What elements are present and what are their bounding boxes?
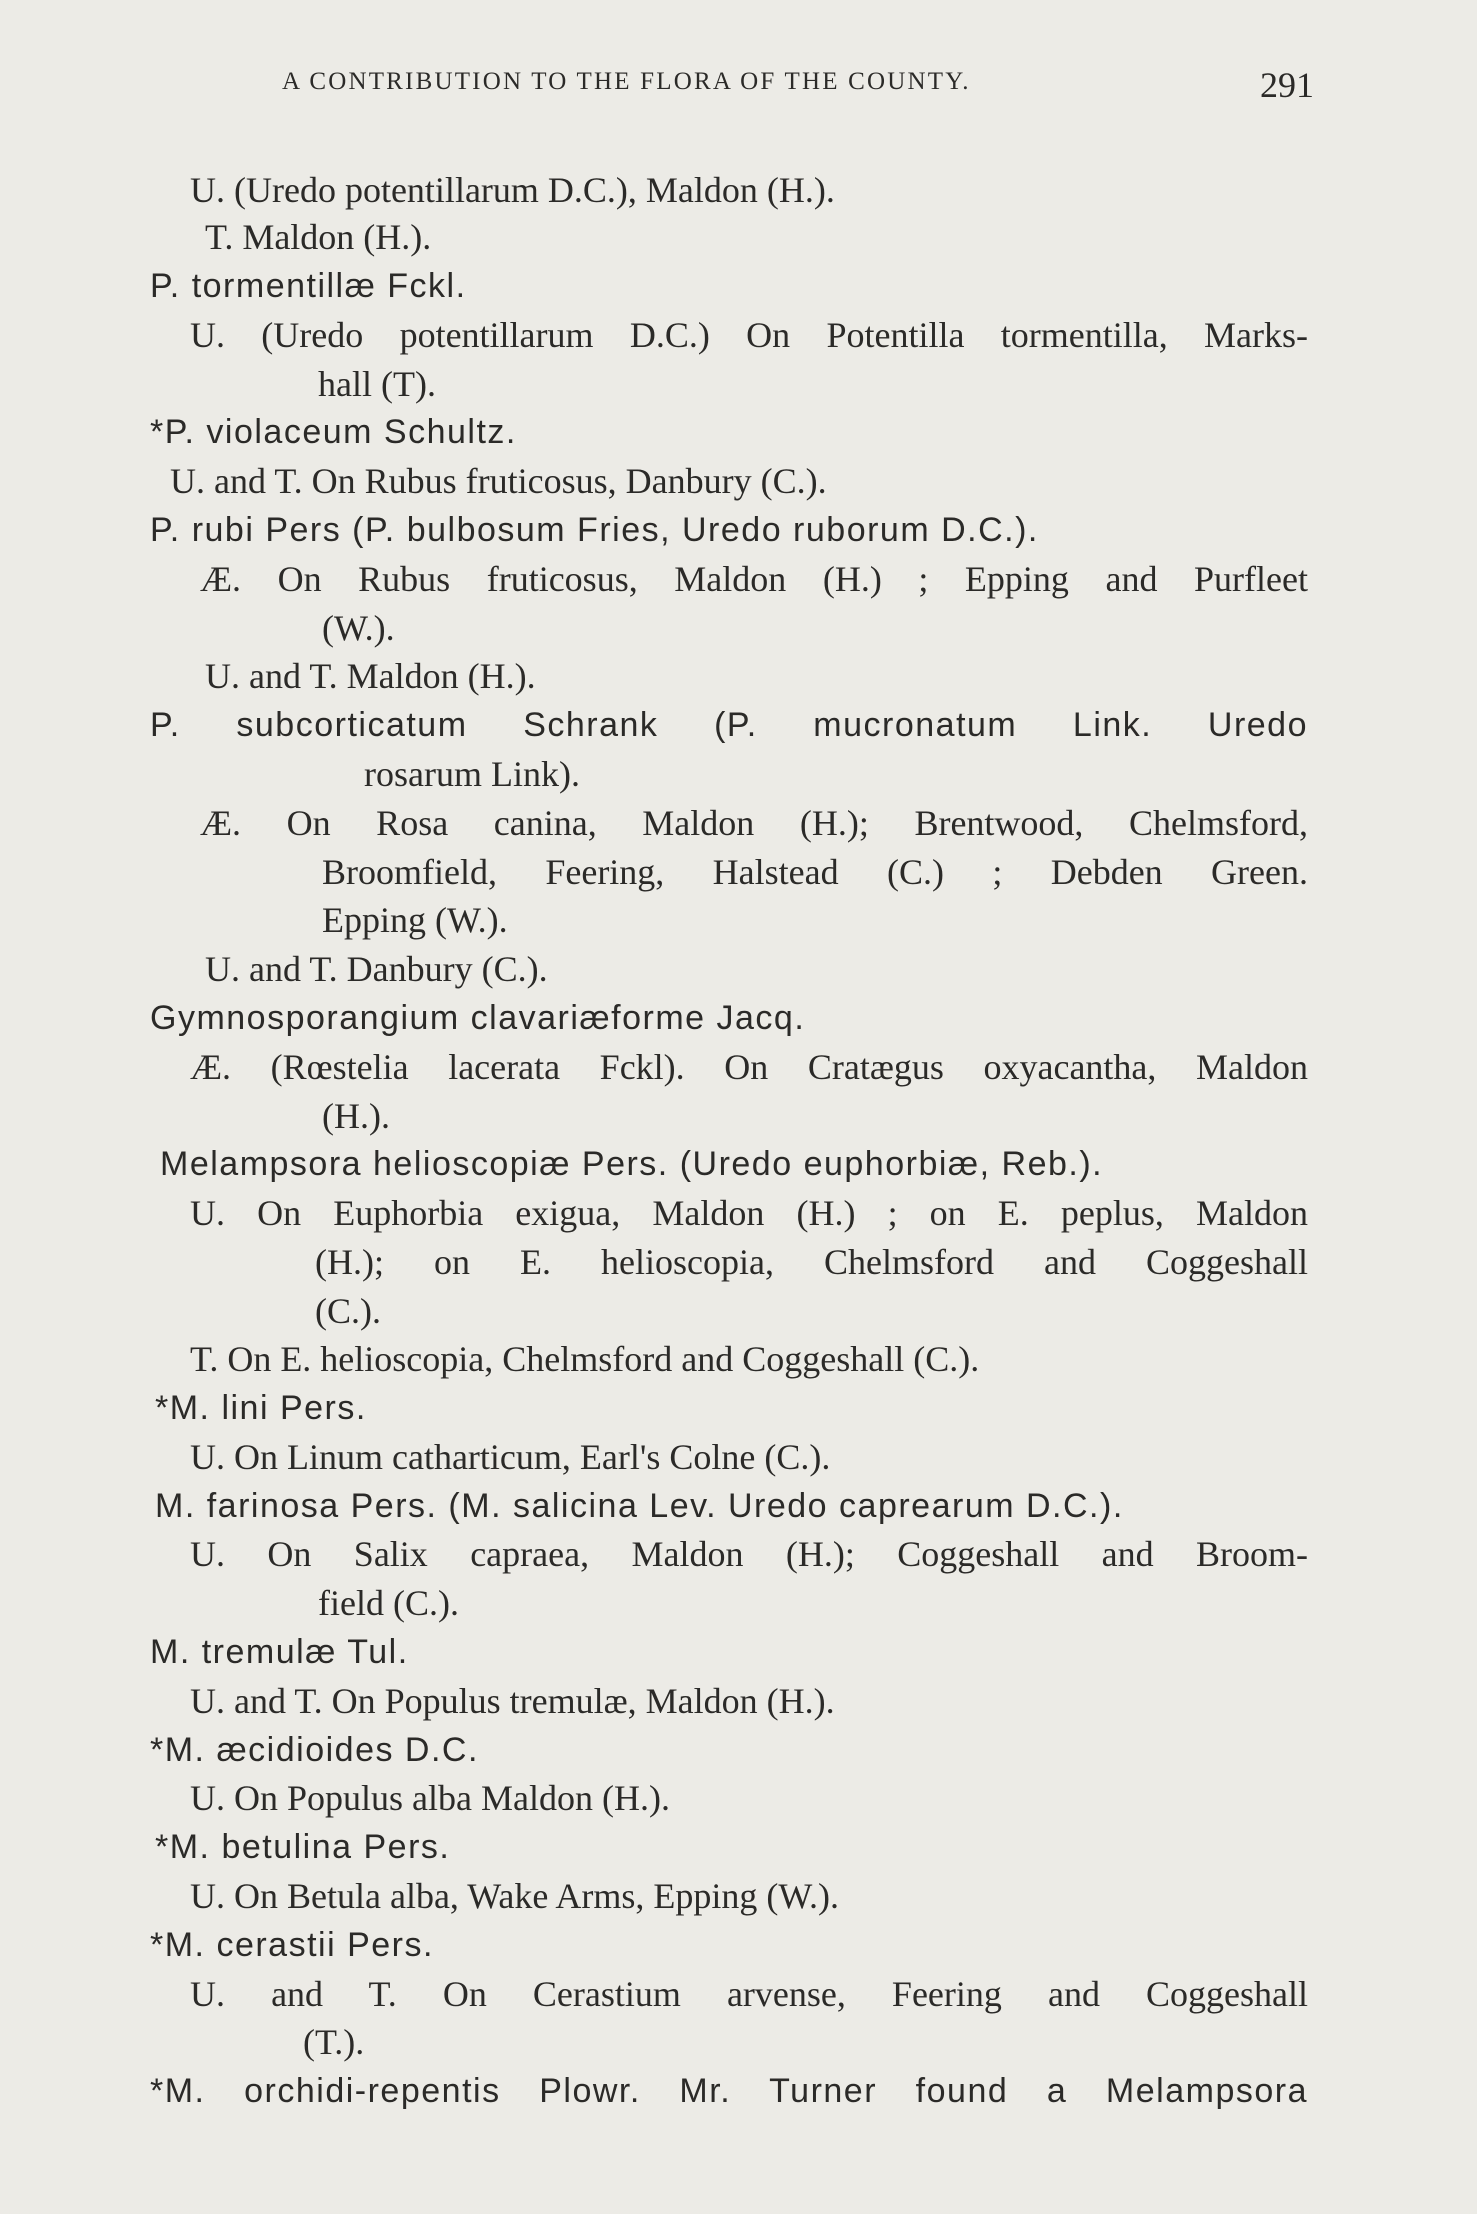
text-line-m-cerastii-ut-1: U. and T. On Cerastium arvense, Feering and Coggeshall <box>190 1974 1308 2014</box>
text-line-taxon-p-subcorticatum-2: rosarum Link). <box>364 754 580 794</box>
text-line-p-rubi-ae-2: (W.). <box>322 608 395 648</box>
text-line-taxon-p-tormentillae: P. tormentillæ Fckl. <box>150 267 467 305</box>
text-line-m-helioscopiae-u-3: (C.). <box>315 1291 381 1331</box>
text-line-taxon-p-violaceum: *P. violaceum Schultz. <box>150 413 517 451</box>
text-line-taxon-p-rubi: P. rubi Pers (P. bulbosum Fries, Uredo ruborum D.C.). <box>150 511 1039 549</box>
text-line-m-aecidioides-u: U. On Populus alba Maldon (H.). <box>190 1778 670 1818</box>
text-line-m-helioscopiae-u-2: (H.); on E. helioscopia, Chelmsford and Coggeshall <box>315 1242 1308 1282</box>
text-line-taxon-m-betulina: *M. betulina Pers. <box>155 1828 451 1866</box>
text-line-gymnosporangium-ae-1: Æ. (Rœstelia lacerata Fckl). On Cratægus oxyacantha, Maldon <box>190 1047 1308 1087</box>
text-line-p-subcorticatum-ut: U. and T. Danbury (C.). <box>205 949 548 989</box>
text-line-p-rubi-ut: U. and T. Maldon (H.). <box>205 656 536 696</box>
text-line-m-farinosa-u-2: field (C.). <box>318 1583 459 1623</box>
text-line-taxon-m-tremulae: M. tremulæ Tul. <box>150 1633 409 1671</box>
text-line-p-subcorticatum-ae-1: Æ. On Rosa canina, Maldon (H.); Brentwood, Chelmsford, <box>200 803 1308 843</box>
text-line-taxon-m-cerastii: *M. cerastii Pers. <box>150 1926 434 1964</box>
running-head: A CONTRIBUTION TO THE FLORA OF THE COUNTY. <box>282 68 971 95</box>
text-line-m-cerastii-ut-2: (T.). <box>303 2022 365 2062</box>
text-line-taxon-m-orchidi-repentis: *M. orchidi-repentis Plowr. Mr. Turner found a Melampsora <box>150 2072 1308 2110</box>
text-line-taxon-m-helioscopiae: Melampsora helioscopiæ Pers. (Uredo euphorbiæ, Reb.). <box>160 1145 1104 1183</box>
text-line-taxon-m-farinosa: M. farinosa Pers. (M. salicina Lev. Uredo caprearum D.C.). <box>155 1487 1124 1525</box>
text-line-taxon-m-lini: *M. lini Pers. <box>155 1389 367 1427</box>
text-line-p-violaceum-ut: U. and T. On Rubus fruticosus, Danbury (C.). <box>170 461 827 501</box>
text-line-m-lini-u: U. On Linum catharticum, Earl's Colne (C.). <box>190 1437 831 1477</box>
text-line-uredo-potentillarum-u: U. (Uredo potentillarum D.C.), Maldon (H.). <box>190 170 835 210</box>
text-line-m-tremulae-ut: U. and T. On Populus tremulæ, Maldon (H.). <box>190 1681 835 1721</box>
text-line-m-helioscopiae-t: T. On E. helioscopia, Chelmsford and Coggeshall (C.). <box>190 1339 980 1379</box>
text-line-taxon-p-subcorticatum-1: P. subcorticatum Schrank (P. mucronatum Link. Uredo <box>150 706 1308 744</box>
text-line-p-subcorticatum-ae-3: Epping (W.). <box>322 900 508 940</box>
text-line-m-helioscopiae-u-1: U. On Euphorbia exigua, Maldon (H.) ; on E. peplus, Maldon <box>190 1193 1308 1233</box>
text-line-m-farinosa-u-1: U. On Salix capraea, Maldon (H.); Coggeshall and Broom- <box>190 1534 1308 1574</box>
text-line-m-betulina-u: U. On Betula alba, Wake Arms, Epping (W.). <box>190 1876 839 1916</box>
page-header <box>0 65 1477 108</box>
text-line-p-rubi-ae-1: Æ. On Rubus fruticosus, Maldon (H.) ; Epping and Purfleet <box>200 559 1308 599</box>
text-line-gymnosporangium-ae-2: (H.). <box>322 1096 390 1136</box>
text-line-p-subcorticatum-ae-2: Broomfield, Feering, Halstead (C.) ; Debden Green. <box>322 852 1308 892</box>
text-line-p-tormentillae-u-1: U. (Uredo potentillarum D.C.) On Potentilla tormentilla, Marks- <box>190 315 1308 355</box>
text-line-p-tormentillae-u-2: hall (T). <box>318 364 436 404</box>
page-number: 291 <box>1260 65 1314 105</box>
text-line-taxon-gymnosporangium: Gymnosporangium clavariæforme Jacq. <box>150 999 806 1037</box>
text-line-taxon-m-aecidioides: *M. æcidioides D.C. <box>150 1731 479 1769</box>
text-line-uredo-potentillarum-t: T. Maldon (H.). <box>205 217 432 257</box>
